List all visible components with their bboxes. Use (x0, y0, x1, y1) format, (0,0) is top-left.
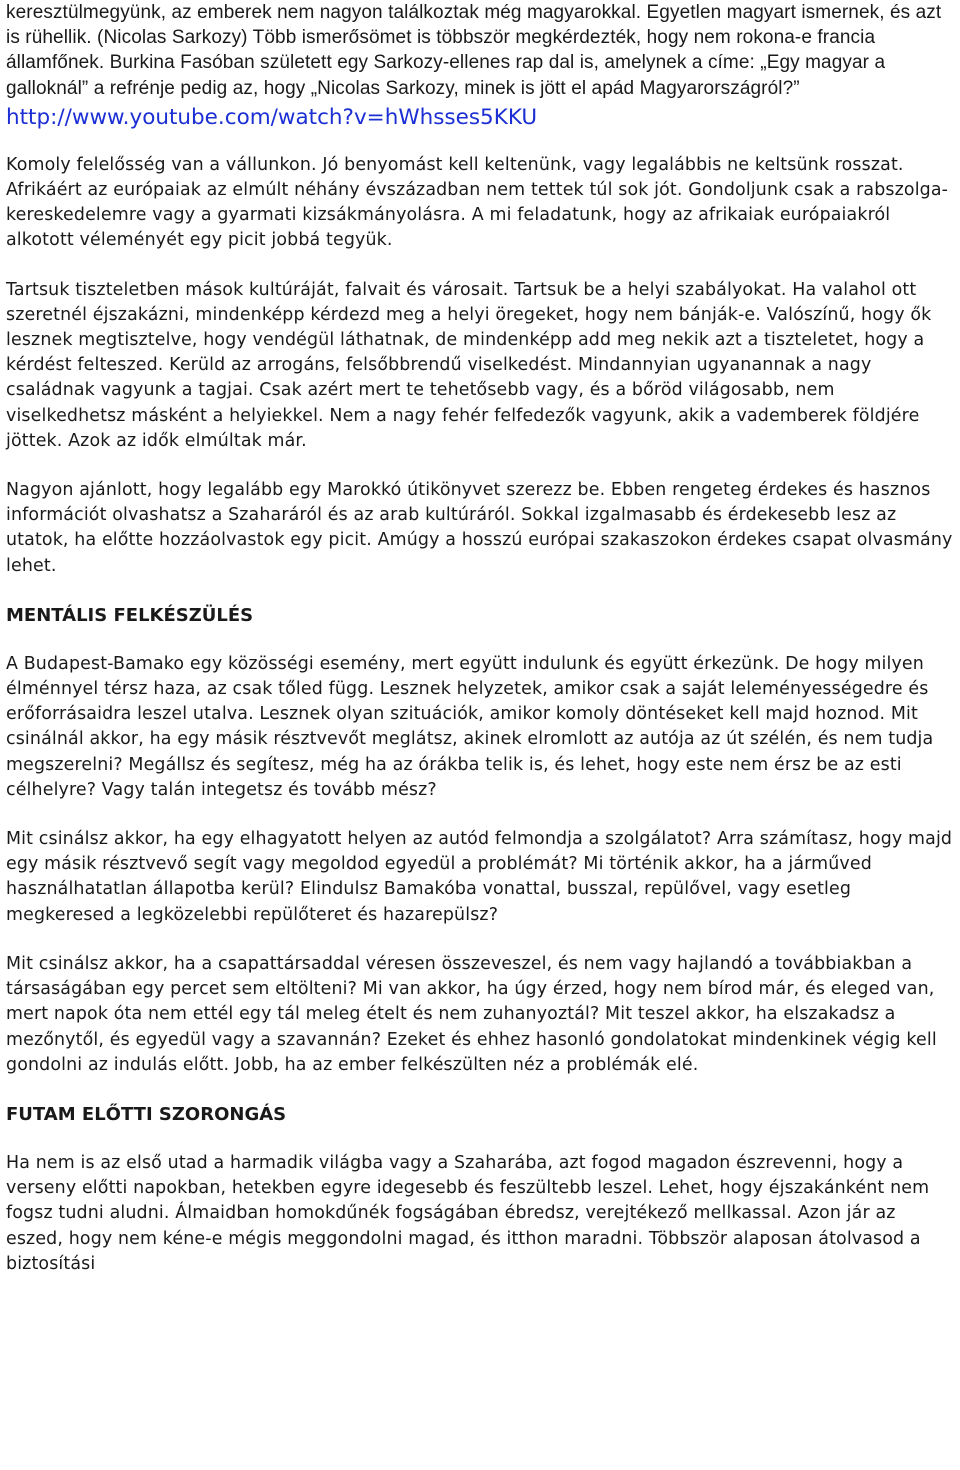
paragraph-community-event: A Budapest-Bamako egy közösségi esemény, mert együtt indulunk és együtt érkezünk. De hogy milyen élménnyel térsz haza, az csak tőled függ. Lesznek helyzetek, amikor csak a saját leleményességedre és erőforrásaidra leszel utalva. Lesznek olyan szituációk, amikor komoly döntéseket kell majd hoznod. Mit csinálnál akkor, ha egy másik résztvevőt meglátsz, akinek elromlott az autója az út szélén, és nem tudja megszerelni? Megállsz és segítesz, még ha az órákba telik is, és lehet, hogy este nem érsz be az esti célhelyre? Vagy talán integetsz és tovább mész? (6, 653, 934, 800)
document-page (6, 0, 958, 1277)
paragraph-anxiety: Ha nem is az első utad a harmadik világba vagy a Szaharába, azt fogod magadon észrevenni, hogy a verseny előtti napokban, hetekben egyre idegesebb és feszültebb leszel. Lehet, hogy éjszakánként nem fogsz tudni aludni. Álmaidban homokdűnék fogságában ébredsz, verejtékező mellkassal. Azon jár az eszed, hogy nem kéne-e mégis meggondolni magad, és itthon maradni. Többször alaposan átolvasod a biztosítási (6, 1152, 930, 1274)
paragraph-teammate-conflict: Mit csinálsz akkor, ha a csapattársaddal véresen összeveszel, és nem vagy hajlandó a továbbiakban a társaságában egy percet sem eltölteni? Mi van akkor, ha úgy érzed, hogy nem bírod már, és eleged van, mert napok óta nem ettél egy tál meleg ételt és nem zuhanyoztál? Mit teszel akkor, ha elszakadsz a mezőnytől, és egyedül vagy a szavannán? Ezeket és ehhez hasonló gondolatokat mindenkinek végig kell gondolni az indulás előtt. Jobb, ha az ember felkészülten néz a problémák elé. (6, 953, 937, 1075)
heading-pre-race-anxiety: FUTAM ELŐTTI SZORONGÁS (6, 1103, 287, 1125)
paragraph-responsibility: Komoly felelősség van a vállunkon. Jó benyomást kell keltenünk, vagy legalábbis ne keltsünk rosszat. Afrikáért az európaiak az elmúlt néhány évszázadban nem tettek túl sok jót. Gondoljunk csak a rabszolga-kereskedelemre vagy a gyarmati kizsákmányolásra. A mi feladatunk, hogy az afrikaiak európaiakról alkotott véleményét egy picit jobbá tegyük. (6, 154, 949, 251)
paragraph-guidebook: Nagyon ajánlott, hogy legalább egy Marokkó útikönyvet szerezz be. Ebben rengeteg érdekes és hasznos információt olvashatsz a Szaharáról és az arab kultúráról. Sokkal izgalmasabb és érdekesebb lesz az utatok, ha előtte hozzáolvastok egy picit. Amúgy a hosszú európai szakaszokon érdekes csapat olvasmány lehet. (6, 480, 953, 576)
paragraph-respect: Tartsuk tiszteletben mások kultúráját, falvait és városait. Tartsuk be a helyi szabályokat. Ha valahol ott szeretnél éjszakázni, mindenképp kérdezd meg a helyi öregeket, hogy nem bánják-e. Valószínű, hogy ők lesznek megtisztelve, hogy vendégül láthatnak, de mindenképp add meg nekik azt a tiszteletet, hogy a kérdést felteszed. Kerüld az arrogáns, felsőbbrendű viselkedést. Mindannyian ugyanannak a nagy családnak vagyunk a tagjai. Csak azért mert te tehetősebb vagy, és a bőröd világosabb, nem viselkedhetsz másként a helyiekkel. Nem a nagy fehér felfedezők vagyunk, akik a vademberek földjére jöttek. Azok az idők elmúltak már. (6, 279, 932, 451)
heading-mental-preparation: MENTÁLIS FELKÉSZÜLÉS (6, 604, 254, 626)
paragraph-car-breakdown: Mit csinálsz akkor, ha egy elhagyatott helyen az autód felmondja a szolgálatot? Arra számítasz, hogy majd egy másik résztvevő segít vagy megoldod egyedül a problémát? Mi történik akkor, ha a járműved használhatatlan állapotba kerül? Elindulsz Bamakóba vonattal, busszal, repülővel, vagy esetleg megkeresed a legközelebbi repülőteret és hazarepülsz? (6, 829, 953, 925)
youtube-link[interactable]: http://www.youtube.com/watch?v=hWhsses5KKU (6, 104, 538, 130)
intro-paragraph: keresztülmegyünk, az emberek nem nagyon találkoztak még magyarokkal. Egyetlen magyart ismernek, és azt is rühellik. (Nicolas Sarkozy) Több ismerősömet is többször megkérdezték, hogy nem rokona-e francia államfőnek. Burkina Fasóban született egy Sarkozy-ellenes rap dal is, amelynek a címe: „Egy magyar a galloknál” a refrénje pedig az, hogy „Nicolas Sarkozy, minek is jött el apád Magyarországról?” (6, 2, 942, 99)
